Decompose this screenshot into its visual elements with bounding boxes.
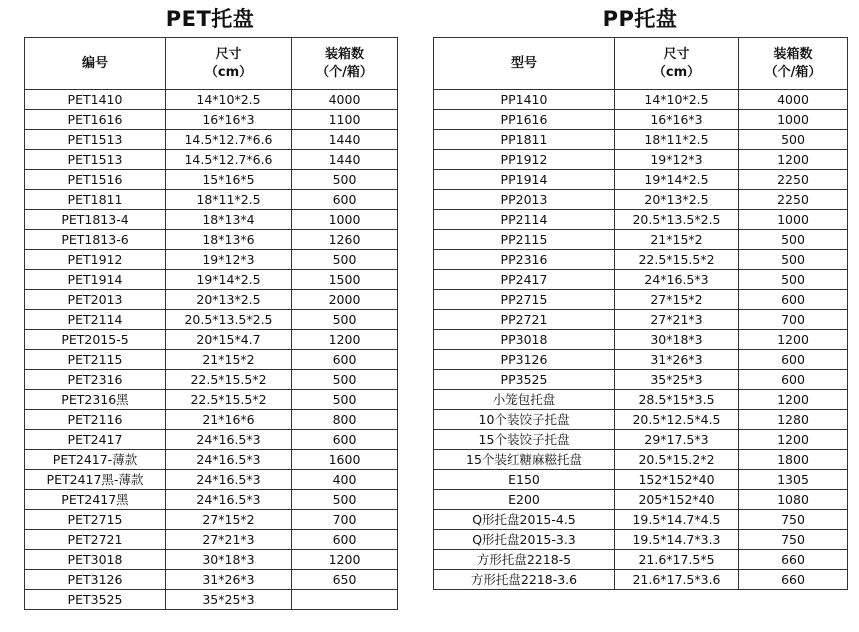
- cell-size: 14*10*2.5: [166, 90, 292, 110]
- cell-size: 152*152*40: [615, 470, 739, 490]
- cell-size: 21*15*2: [615, 230, 739, 250]
- cell-quantity: 2250: [739, 170, 848, 190]
- cell-model: PP1410: [434, 90, 615, 110]
- cell-model: PET1813-4: [25, 210, 166, 230]
- cell-size: 21*16*6: [166, 410, 292, 430]
- cell-size: 27*15*2: [166, 510, 292, 530]
- table-header-row: [434, 38, 848, 90]
- cell-model: PP2316: [434, 250, 615, 270]
- table-row: [25, 110, 398, 130]
- cell-quantity: 700: [292, 510, 398, 530]
- table-row: [25, 590, 398, 610]
- cell-quantity: 1260: [292, 230, 398, 250]
- table-header-row: [25, 38, 398, 90]
- table-row: [434, 510, 848, 530]
- table-row: [25, 530, 398, 550]
- header-id: 编号: [25, 38, 166, 90]
- cell-model: PET2417-薄款: [25, 450, 166, 470]
- cell-model: PP2715: [434, 290, 615, 310]
- cell-model: E150: [434, 470, 615, 490]
- cell-model: PET3126: [25, 570, 166, 590]
- table-row: [25, 570, 398, 590]
- table-row: [25, 150, 398, 170]
- cell-size: 20*15*4.7: [166, 330, 292, 350]
- table-row: [434, 390, 848, 410]
- cell-model: PET2013: [25, 290, 166, 310]
- cell-quantity: 600: [739, 290, 848, 310]
- table-row: [434, 230, 848, 250]
- cell-model: PET2116: [25, 410, 166, 430]
- cell-quantity: 1600: [292, 450, 398, 470]
- cell-quantity: 1200: [292, 330, 398, 350]
- cell-quantity: 4000: [739, 90, 848, 110]
- cell-size: 19.5*14.7*4.5: [615, 510, 739, 530]
- table-row: [434, 310, 848, 330]
- cell-size: 24*16.5*3: [166, 490, 292, 510]
- cell-model: PET1513: [25, 130, 166, 150]
- cell-quantity: 600: [739, 350, 848, 370]
- cell-quantity: 800: [292, 410, 398, 430]
- cell-size: 18*11*2.5: [166, 190, 292, 210]
- cell-quantity: 500: [292, 170, 398, 190]
- table-row: [25, 310, 398, 330]
- cell-model: PP3126: [434, 350, 615, 370]
- table-row: [434, 90, 848, 110]
- cell-quantity: 4000: [292, 90, 398, 110]
- cell-size: 22.5*15.5*2: [166, 390, 292, 410]
- cell-size: 30*18*3: [166, 550, 292, 570]
- cell-quantity: 500: [739, 130, 848, 150]
- table-row: [25, 190, 398, 210]
- cell-model: PP3018: [434, 330, 615, 350]
- table-row: [25, 90, 398, 110]
- cell-quantity: 500: [292, 490, 398, 510]
- cell-model: 15个装红糖麻糍托盘: [434, 450, 615, 470]
- pet-table-title: PET托盘: [165, 7, 255, 31]
- cell-model: PET1410: [25, 90, 166, 110]
- cell-size: 24*16.5*3: [166, 450, 292, 470]
- cell-quantity: 600: [292, 530, 398, 550]
- cell-model: PET3525: [25, 590, 166, 610]
- cell-model: PET1516: [25, 170, 166, 190]
- pp-table-title: PP托盘: [602, 7, 678, 31]
- table-row: [25, 210, 398, 230]
- cell-model: PET2417: [25, 430, 166, 450]
- cell-size: 24*16.5*3: [166, 470, 292, 490]
- cell-quantity: 1305: [739, 470, 848, 490]
- table-row: [434, 550, 848, 570]
- header-quantity: 装箱数 （个/箱）: [292, 38, 398, 90]
- cell-quantity: 660: [739, 550, 848, 570]
- cell-size: 20.5*13.5*2.5: [166, 310, 292, 330]
- cell-model: PP2417: [434, 270, 615, 290]
- cell-size: 30*18*3: [615, 330, 739, 350]
- table-row: [25, 350, 398, 370]
- cell-quantity: 1000: [739, 110, 848, 130]
- cell-model: PET1912: [25, 250, 166, 270]
- cell-size: 31*26*3: [615, 350, 739, 370]
- cell-size: 27*21*3: [615, 310, 739, 330]
- table-row: [25, 370, 398, 390]
- table-row: [434, 410, 848, 430]
- cell-quantity: 500: [739, 230, 848, 250]
- cell-model: PET1813-6: [25, 230, 166, 250]
- cell-model: 方形托盘2218-5: [434, 550, 615, 570]
- cell-model: PET2715: [25, 510, 166, 530]
- cell-size: 20.5*15.2*2: [615, 450, 739, 470]
- cell-size: 14.5*12.7*6.6: [166, 130, 292, 150]
- header-size: 尺寸 （cm）: [615, 38, 739, 90]
- cell-quantity: 2000: [292, 290, 398, 310]
- cell-size: 18*11*2.5: [615, 130, 739, 150]
- header-id: 型号: [434, 38, 615, 90]
- cell-model: PP3525: [434, 370, 615, 390]
- cell-size: 19*12*3: [615, 150, 739, 170]
- cell-size: 21.6*17.5*3.6: [615, 570, 739, 590]
- table-row: [434, 330, 848, 350]
- cell-size: 19.5*14.7*3.3: [615, 530, 739, 550]
- cell-size: 22.5*15.5*2: [615, 250, 739, 270]
- cell-size: 28.5*15*3.5: [615, 390, 739, 410]
- table-row: [25, 490, 398, 510]
- pp-tray-table: [433, 37, 848, 590]
- cell-model: PET2721: [25, 530, 166, 550]
- cell-quantity: 650: [292, 570, 398, 590]
- cell-quantity: 1280: [739, 410, 848, 430]
- cell-size: 20*13*2.5: [615, 190, 739, 210]
- cell-model: 小笼包托盘: [434, 390, 615, 410]
- table-row: [434, 530, 848, 550]
- cell-size: 19*14*2.5: [615, 170, 739, 190]
- cell-size: 24*16.5*3: [615, 270, 739, 290]
- table-row: [25, 270, 398, 290]
- cell-quantity: 1800: [739, 450, 848, 470]
- cell-model: PET2015-5: [25, 330, 166, 350]
- cell-quantity: 1100: [292, 110, 398, 130]
- cell-quantity: 600: [739, 370, 848, 390]
- cell-model: 方形托盘2218-3.6: [434, 570, 615, 590]
- table-row: [25, 170, 398, 190]
- table-row: [25, 450, 398, 470]
- cell-quantity: 1200: [739, 390, 848, 410]
- cell-model: PET1811: [25, 190, 166, 210]
- pet-tray-table: [24, 37, 398, 610]
- cell-quantity: 500: [292, 370, 398, 390]
- cell-size: 31*26*3: [166, 570, 292, 590]
- cell-quantity: 600: [292, 350, 398, 370]
- cell-model: PET2417黑-薄款: [25, 470, 166, 490]
- cell-model: E200: [434, 490, 615, 510]
- cell-size: 15*16*5: [166, 170, 292, 190]
- cell-model: PP2013: [434, 190, 615, 210]
- cell-quantity: 500: [292, 390, 398, 410]
- table-row: [25, 430, 398, 450]
- cell-model: PP1912: [434, 150, 615, 170]
- cell-quantity: 1000: [739, 210, 848, 230]
- table-row: [25, 510, 398, 530]
- header-size: 尺寸 （cm）: [166, 38, 292, 90]
- table-row: [434, 170, 848, 190]
- cell-size: 19*14*2.5: [166, 270, 292, 290]
- cell-quantity: 1500: [292, 270, 398, 290]
- cell-quantity: 1440: [292, 150, 398, 170]
- cell-size: 22.5*15.5*2: [166, 370, 292, 390]
- cell-model: PP2114: [434, 210, 615, 230]
- cell-quantity: 1440: [292, 130, 398, 150]
- cell-size: 20*13*2.5: [166, 290, 292, 310]
- cell-size: 20.5*12.5*4.5: [615, 410, 739, 430]
- cell-model: PP2721: [434, 310, 615, 330]
- cell-model: PET2114: [25, 310, 166, 330]
- cell-size: 18*13*6: [166, 230, 292, 250]
- cell-size: 21*15*2: [166, 350, 292, 370]
- cell-quantity: 500: [292, 250, 398, 270]
- table-row: [25, 470, 398, 490]
- cell-size: 14.5*12.7*6.6: [166, 150, 292, 170]
- cell-quantity: 1200: [739, 430, 848, 450]
- cell-quantity: 400: [292, 470, 398, 490]
- table-row: [434, 570, 848, 590]
- cell-quantity: 700: [739, 310, 848, 330]
- header-quantity: 装箱数 （个/箱）: [739, 38, 848, 90]
- table-row: [25, 390, 398, 410]
- table-row: [434, 150, 848, 170]
- cell-model: PP2115: [434, 230, 615, 250]
- cell-size: 205*152*40: [615, 490, 739, 510]
- cell-quantity: 500: [292, 310, 398, 330]
- cell-size: 29*17.5*3: [615, 430, 739, 450]
- cell-size: 35*25*3: [166, 590, 292, 610]
- cell-quantity: 600: [292, 190, 398, 210]
- cell-quantity: 500: [739, 250, 848, 270]
- table-row: [25, 250, 398, 270]
- table-row: [25, 330, 398, 350]
- cell-size: 16*16*3: [615, 110, 739, 130]
- cell-size: 20.5*13.5*2.5: [615, 210, 739, 230]
- cell-size: 16*16*3: [166, 110, 292, 130]
- cell-size: 21.6*17.5*5: [615, 550, 739, 570]
- cell-model: PP1914: [434, 170, 615, 190]
- cell-quantity: 1200: [292, 550, 398, 570]
- cell-model: PET1616: [25, 110, 166, 130]
- cell-model: PP1616: [434, 110, 615, 130]
- table-row: [434, 270, 848, 290]
- cell-model: PET1513: [25, 150, 166, 170]
- table-row: [25, 410, 398, 430]
- cell-size: 27*15*2: [615, 290, 739, 310]
- table-row: [434, 490, 848, 510]
- table-row: [434, 130, 848, 150]
- cell-quantity: 1080: [739, 490, 848, 510]
- cell-model: PET2316黑: [25, 390, 166, 410]
- table-row: [25, 130, 398, 150]
- cell-quantity: 1000: [292, 210, 398, 230]
- cell-quantity: 500: [739, 270, 848, 290]
- cell-model: PP1811: [434, 130, 615, 150]
- table-row: [434, 450, 848, 470]
- table-row: [434, 430, 848, 450]
- cell-model: PET2316: [25, 370, 166, 390]
- cell-model: Q形托盘2015-4.5: [434, 510, 615, 530]
- cell-quantity: 2250: [739, 190, 848, 210]
- cell-size: 18*13*4: [166, 210, 292, 230]
- table-row: [434, 210, 848, 230]
- cell-quantity: 750: [739, 530, 848, 550]
- table-row: [25, 230, 398, 250]
- cell-quantity: 1200: [739, 150, 848, 170]
- cell-model: 15个装饺子托盘: [434, 430, 615, 450]
- cell-quantity: 600: [292, 430, 398, 450]
- cell-size: 24*16.5*3: [166, 430, 292, 450]
- cell-quantity: 660: [739, 570, 848, 590]
- cell-model: PET3018: [25, 550, 166, 570]
- table-row: [434, 290, 848, 310]
- cell-quantity: [292, 590, 398, 610]
- table-row: [434, 250, 848, 270]
- cell-size: 27*21*3: [166, 530, 292, 550]
- table-row: [434, 370, 848, 390]
- cell-quantity: 750: [739, 510, 848, 530]
- table-row: [434, 470, 848, 490]
- cell-model: PET1914: [25, 270, 166, 290]
- table-row: [434, 350, 848, 370]
- table-row: [25, 550, 398, 570]
- cell-size: 14*10*2.5: [615, 90, 739, 110]
- cell-model: PET2417黑: [25, 490, 166, 510]
- cell-model: Q形托盘2015-3.3: [434, 530, 615, 550]
- cell-model: 10个装饺子托盘: [434, 410, 615, 430]
- table-row: [434, 190, 848, 210]
- cell-model: PET2115: [25, 350, 166, 370]
- table-row: [25, 290, 398, 310]
- cell-size: 35*25*3: [615, 370, 739, 390]
- table-row: [434, 110, 848, 130]
- cell-size: 19*12*3: [166, 250, 292, 270]
- cell-quantity: 1200: [739, 330, 848, 350]
